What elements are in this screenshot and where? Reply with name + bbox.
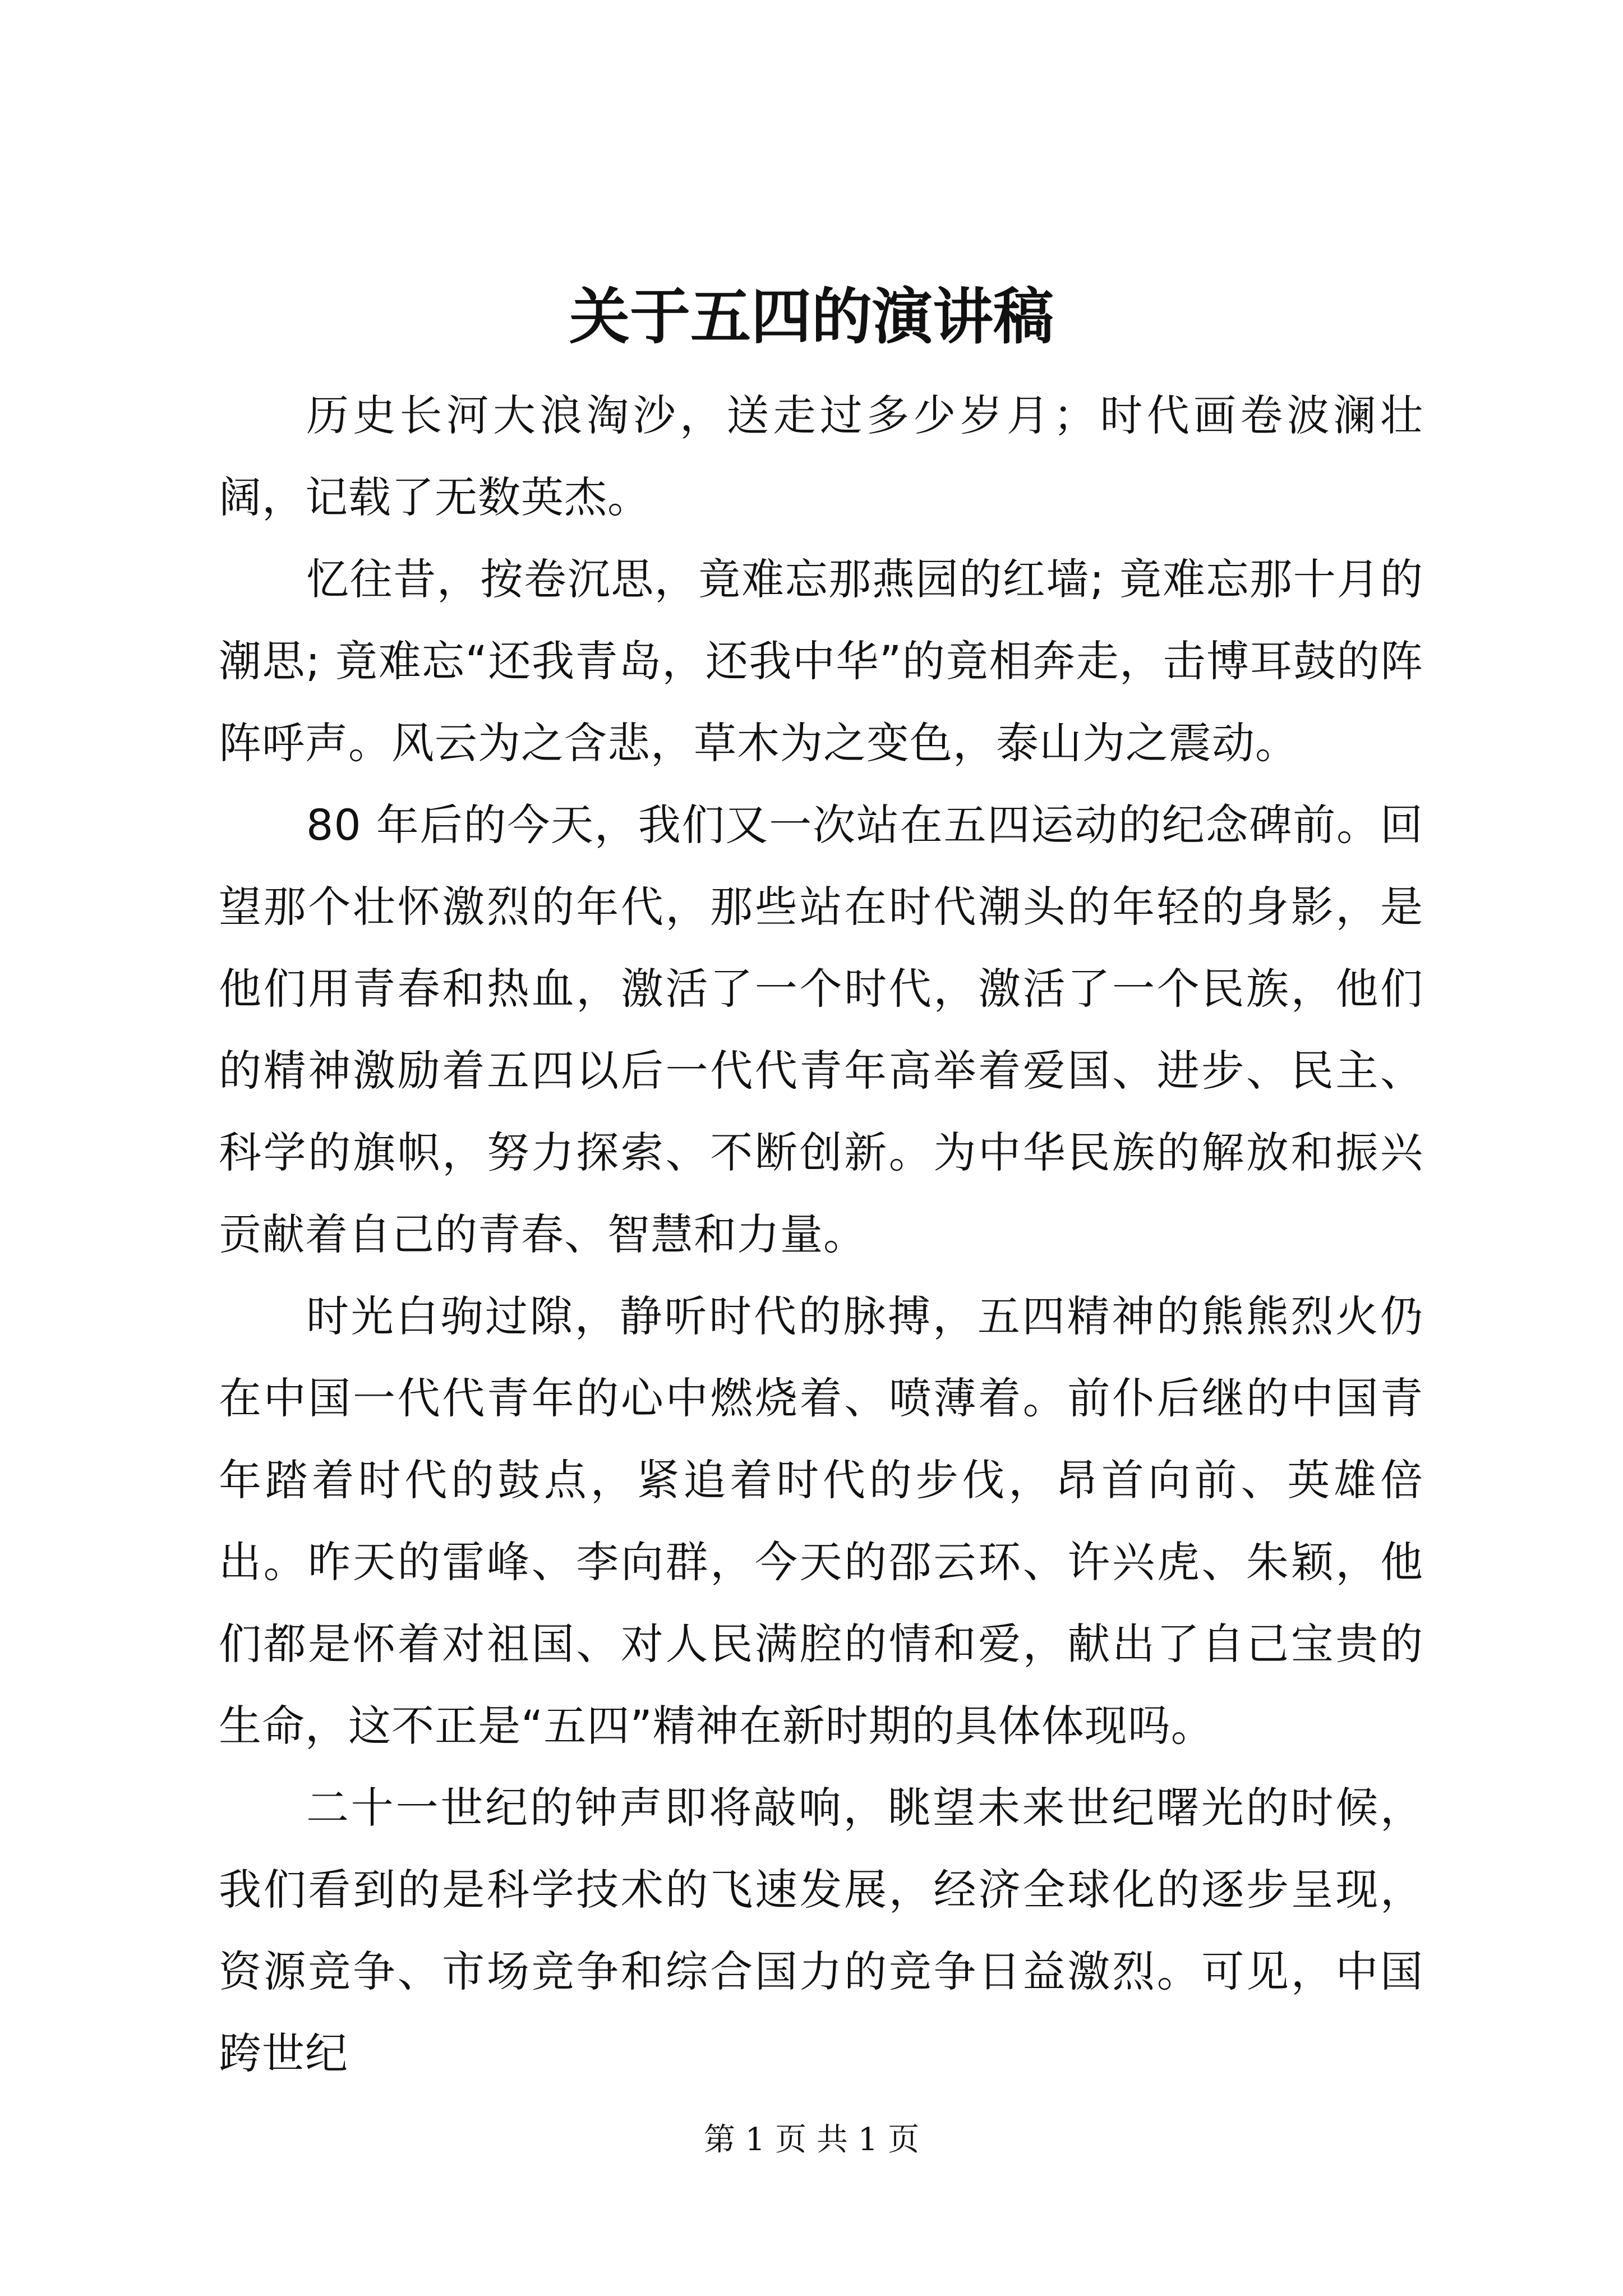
paragraph-1: 历史长河大浪淘沙，送走过多少岁月；时代画卷波澜壮阔，记载了无数英杰。 xyxy=(219,390,1423,522)
paragraph-3: 80 年后的今天，我们又一次站在五四运动的纪念碑前。回望那个壮怀激烈的年代，那些站在时代潮头的年轻的身影，是他们用青春和热血，激活了一个时代，激活了一个民族，他们的精神激励着五四以后一代代青年高举着爱国、进步、民主、科学的旗帜，努力探索、不断创新。为中华民族的解放和振兴贡献着自己的青春、智慧和力量。 xyxy=(219,800,1423,1259)
paragraph-5: 二十一世纪的钟声即将敲响，眺望未来世纪曙光的时候，我们看到的是科学技术的飞速发展，经济全球化的逐步呈现，资源竞争、市场竞争和综合国力的竞争日益激烈。可见，中国跨世纪 xyxy=(219,1783,1423,2078)
page-footer: 第 1 页 共 1 页 xyxy=(703,2122,920,2158)
document-title: 关于五四的演讲稿 xyxy=(569,282,1054,352)
paragraph-4: 时光白驹过隙，静听时代的脉搏，五四精神的熊熊烈火仍在中国一代代青年的心中燃烧着、喷薄着。前仆后继的中国青年踏着时代的鼓点，紧追着时代的步伐，昂首向前、英雄倍出。昨天的雷峰、李向群，今天的邵云环、许兴虎、朱颖，他们都是怀着对祖国、对人民满腔的情和爱，献出了自己宝贵的生命，这不正是“五四”精神在新时期的具体体现吗。 xyxy=(219,1291,1423,1751)
paragraph-2: 忆往昔，按卷沉思，竟难忘那燕园的红墙; 竟难忘那十月的潮思; 竟难忘“还我青岛，还我中华”的竟相奔走，击博耳鼓的阵阵呼声。风云为之含悲，草木为之变色，泰山为之震动。 xyxy=(219,554,1423,768)
document-body xyxy=(219,375,1423,2095)
